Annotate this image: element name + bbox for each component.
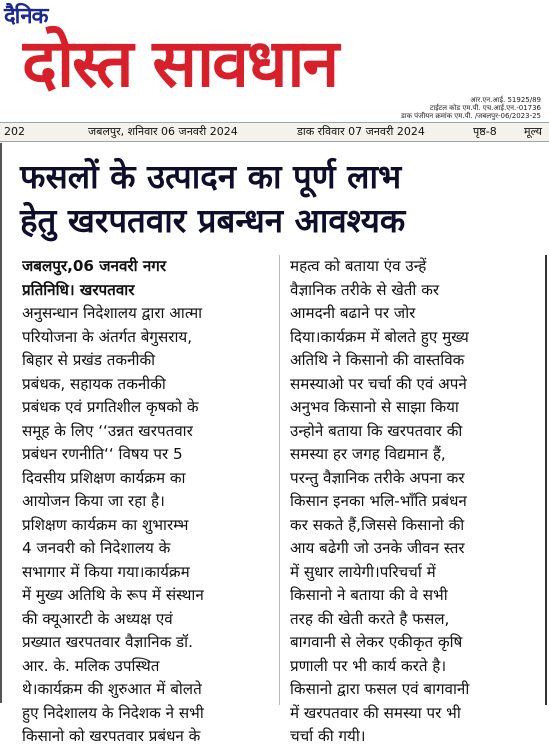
article-text-line: किसानो द्वारा फसल एवं बागवानी: [290, 680, 470, 698]
city-date: जबलपुर, शनिवार 06 जनवरी 2024: [88, 125, 238, 138]
article-text-line: महत्व को बताया एंव उन्हें: [290, 257, 427, 275]
newspaper-brand-title: दोस्त सावधान: [22, 25, 338, 102]
article-text-line: परन्तु वैज्ञानिक तरीके अपना कर: [290, 468, 465, 487]
article-text-line: तरह की खेती करते है फसल,: [290, 609, 450, 628]
postal-date: डाक रविवार 07 जनवरी 2024: [297, 125, 425, 138]
article-text-line: में सुधार लायेगी।परिचर्चा में: [290, 562, 436, 581]
article-text-line: कर सकते हैं,जिससे किसानो की: [290, 515, 465, 534]
article-text-line: उन्होने बताया कि खरपतवार की: [290, 421, 463, 440]
article-text-line: किसान इनका भलि-भाँति प्रबंधन: [290, 492, 467, 510]
article-text-line: आय बढेगी जो उनके जीवन स्तर: [290, 539, 465, 557]
dateline-bar: [0, 122, 549, 142]
page-reference: 202: [4, 125, 25, 138]
article-text-line: अतिथि ने किसानो की वास्तविक: [290, 351, 465, 369]
article-headline: [20, 155, 540, 243]
registration-info: [401, 96, 541, 120]
headline-line: हेतु खरपतवार प्रबन्धन आवश्यक: [20, 201, 406, 240]
article-text-line: प्रणाली पर भी कार्य करते है।: [290, 656, 447, 675]
article-text-line: हुए निदेशालय के निदेशक ने सभी: [22, 703, 204, 722]
article-text-line: दिया।कार्यक्रम में बोलते हुए मुख्य: [290, 327, 469, 346]
article-column-right: [290, 255, 545, 749]
article-text-line: परियोजना के अंतर्गत बेगुसराय,: [22, 327, 193, 346]
article-text-line: समूह के लिए ‘‘उन्नत खरपतवार: [22, 421, 193, 440]
article-text-line: में खरपतवार की समस्या पर भी: [290, 703, 461, 722]
article-text-line: बागवानी से लेकर एकीकृत कृषि: [290, 633, 463, 651]
article-text-line: प्रख्यात खरपतवार वैज्ञानिक डॉ.: [22, 633, 193, 651]
article-text-line: प्रबंधक, सहायक तकनीकी: [22, 374, 166, 393]
article-text-line: प्रशिक्षण कार्यक्रम का शुभारम्भ: [22, 515, 189, 534]
page-count: पृष्ठ-8: [473, 125, 497, 138]
registration-line: डाक पंजीयन क्रमांक एम.पी. /जबलपुर-06/2023-25: [401, 112, 541, 120]
article-text-line: किसानो को खरपतवार प्रबंधन के: [22, 727, 201, 745]
article-text-line: थे।कार्यक्रम की शुरुआत में बोलते: [22, 680, 202, 698]
registration-line: आर.एन.आई. 51925/89: [470, 96, 541, 104]
article-text-line: समस्याओ पर चर्चा की एवं अपने: [290, 374, 467, 393]
article-text-line: 4 जनवरी को निदेशालय के: [22, 539, 171, 557]
article-text-line: प्रतिनिधि। खरपतवार: [22, 280, 135, 299]
article-text-line: की क्यूआरटी के अध्यक्ष एवं: [22, 609, 173, 628]
price-label: मूल्य: [524, 125, 542, 138]
article-text-line: सभागार में किया गया।कार्यक्रम: [22, 562, 190, 581]
registration-line: टाईटल कोड एम.पी. एच.आई.एन.-01736: [429, 104, 541, 112]
article-text-line: चर्चा की गयी।: [290, 727, 366, 745]
headline-line: फसलों के उत्पादन का पूर्ण लाभ: [20, 157, 402, 196]
article-text-line: आर. के. मलिक उपस्थित: [22, 656, 160, 675]
article-text-line: आयोजन किया जा रहा है।: [22, 492, 165, 510]
article-text-line: समस्या हर जगह विद्यमान हैं,: [290, 445, 446, 463]
article-text-line: में मुख्य अतिथि के रूप में संस्थान: [22, 586, 204, 604]
news-article: [0, 143, 549, 745]
article-text-line: वैज्ञानिक तरीके से खेती कर: [290, 280, 440, 299]
article-text-line: अनुसन्धान निदेशालय द्वारा आत्मा: [22, 304, 203, 322]
article-text-line: बिहार से प्रखंड तकनीकी: [22, 351, 156, 369]
article-text-line: प्रबंधक एवं प्रगतिशील कृषको के: [22, 398, 199, 416]
article-text-line: आमदनी बढाने पर जोर: [290, 304, 416, 322]
article-column-left: [22, 255, 277, 749]
article-text-line: किसानो ने बताया की वे सभी: [290, 586, 448, 604]
article-text-line: दिवसीय प्रशिक्षण कार्यक्रम का: [22, 468, 186, 487]
masthead-prefix: दैनिक: [4, 4, 48, 29]
masthead: [0, 0, 549, 120]
article-text-line: अनुभव किसानो से साझा किया: [290, 398, 459, 416]
article-text-line: जबलपुर,06 जनवरी नगर: [22, 257, 167, 275]
article-text-line: प्रबंधन रणनीति‘‘ विषय पर 5: [22, 445, 183, 463]
